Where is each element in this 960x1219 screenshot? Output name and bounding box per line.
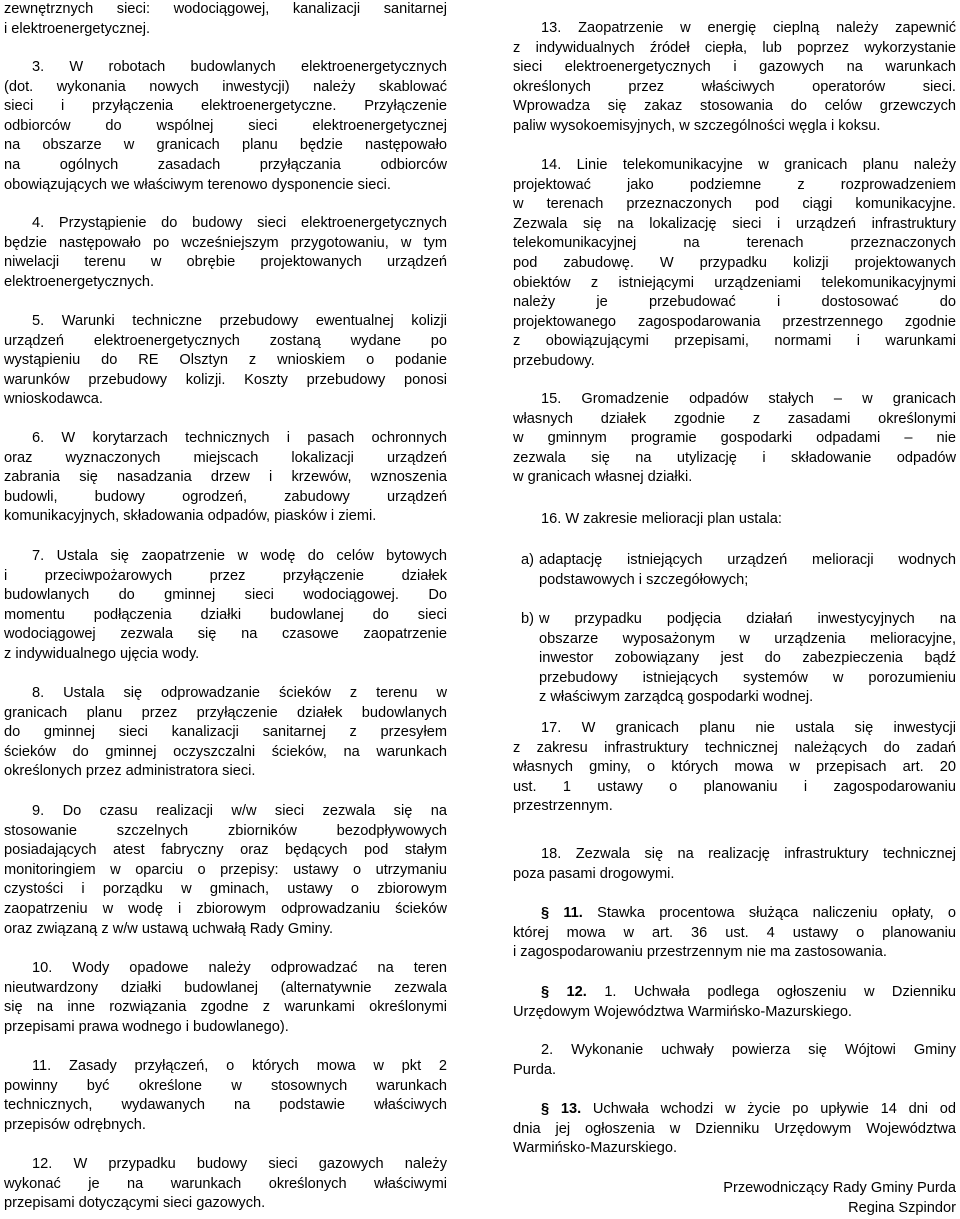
text-fragment: Uchwała wchodzi w życie po upływie 14 dni od [592, 1101, 956, 1117]
text-line: i zagospodarowaniu przestrzennym nie ma zastosowania. [513, 944, 887, 961]
text-line: monitoringiem w oparciu o przepisy: ustawy o utrzymaniu [4, 861, 447, 878]
text-line: pod zabudowę. W przypadku kolizji projektowanych [513, 254, 956, 271]
text-line: własnych gminy, o których mowa w przepisach art. 20 [513, 759, 956, 776]
text-line [513, 904, 956, 924]
text-line: 4. Przystąpienie do budowy sieci elektroenergetycznych [32, 215, 447, 231]
text-line: w przypadku podjęcia działań inwestycyjnych na [539, 611, 956, 627]
text-line: ust. 1 ustawy o planowaniu i zagospodarowaniu [513, 778, 956, 795]
section-12-point-2 [513, 1041, 956, 1080]
signature-block [513, 1179, 956, 1218]
paragraph-14 [513, 156, 956, 372]
text-line: odbiorców do wspólnej sieci elektroenergetycznej [4, 117, 447, 134]
text-line: obiektów z istniejącymi urządzeniami telekomunikacyjnymi [513, 274, 956, 291]
text-line [513, 983, 956, 1003]
paragraph-4 [4, 214, 447, 292]
text-line: z właściwym zarządcą gospodarki wodnej. [539, 689, 814, 706]
paragraph-5 [4, 312, 447, 410]
text-line: Urzędowym Województwa Warmińsko-Mazurskiego. [513, 1003, 852, 1020]
text-line: z indywidualnego ujęcia wody. [4, 645, 200, 662]
signature-title: Przewodniczący Rady Gminy Purda [723, 1180, 956, 1196]
text-line: wykonać je na warunkach określonych właściwymi [4, 1175, 447, 1192]
text-line: przestrzennym. [513, 798, 613, 815]
text-line: wodociągowej zezwala się na czasowe zaopatrzenie [4, 626, 447, 643]
text-line: wystąpieniu do RE Olsztyn z wnioskiem o podanie [4, 352, 447, 369]
section-13 [513, 1100, 956, 1159]
text-line: czystości i porządku w gminach, ustawy o zbiorowym [4, 881, 447, 898]
text-line: 3. W robotach budowlanych elektroenergetycznych [32, 59, 447, 75]
text-line: zewnętrznych sieci: wodociągowej, kanalizacji sanitarnej [4, 1, 447, 17]
text-line: na obszarze w granicach planu będzie następowało [4, 137, 447, 154]
paragraph-16 [513, 510, 956, 530]
text-line: określonych przez właściwych operatorów sieci. [513, 78, 956, 95]
text-line: 16. W zakresie melioracji plan ustala: [541, 511, 782, 527]
text-fragment: 1. Uchwała podlega ogłoszeniu w Dzienniku [604, 984, 957, 1000]
text-line [513, 1100, 956, 1120]
text-line: przepisów odrębnych. [4, 1116, 146, 1133]
list-marker: b) [521, 611, 534, 627]
paragraph-17 [513, 719, 956, 817]
section-11 [513, 904, 956, 963]
text-line: z zakresu infrastruktury technicznej należących do zadań [513, 739, 956, 756]
text-line: poza pasami drogowymi. [513, 865, 675, 882]
text-line: do gminnej sieci kanalizacji sanitarnej z przesyłem [4, 724, 447, 741]
text-line: 6. W korytarzach technicznych i pasach ochronnych [32, 430, 447, 446]
text-line: się na inne rozwiązania zgodne z warunkami określonymi [4, 999, 447, 1016]
text-line: posiadających atest fabryczny oraz będących pod stałym [4, 842, 447, 859]
section-number: § 11. [541, 905, 583, 921]
text-line: 17. W granicach planu nie ustala się inwestycji [541, 720, 956, 736]
text-line: adaptację istniejących urządzeń melioracji wodnych [539, 552, 956, 568]
text-line: własnych działek zgodnie z zasadami określonymi [513, 410, 956, 427]
paragraph-8 [4, 684, 447, 782]
paragraph-3 [4, 58, 447, 195]
text-line: 14. Linie telekomunikacyjne w granicach planu należy [541, 157, 956, 173]
text-line: sieci i przyłączenia elektroenergetyczne. Przyłączenie [4, 98, 447, 115]
text-line: 15. Gromadzenie odpadów stałych – w granicach [541, 391, 956, 407]
text-line: inwestor zobowiązany jest do zabezpieczenia bądź [539, 650, 956, 667]
text-line: wnioskodawca. [4, 391, 103, 408]
text-line: Zezwala się na lokalizację sieci i urządzeń infrastruktury [513, 215, 956, 232]
paragraph-18 [513, 845, 956, 884]
text-line: 11. Zasady przyłączeń, o których mowa w pkt 2 [32, 1058, 447, 1074]
text-line: ścieków do gminnej oczyszczalni ścieków, na warunkach [4, 743, 447, 760]
text-line: w terenach przeznaczonych pod ciągi komunikacyjne. [513, 196, 956, 213]
text-line: oraz związaną z w/w ustawą uchwałą Rady Gminy. [4, 920, 334, 937]
text-line: projektowanego zagospodarowania przestrzennego zgodnie [513, 313, 956, 330]
text-line: podstawowych i szczegółowych; [539, 571, 749, 588]
text-line: 13. Zaopatrzenie w energię cieplną należy zapewnić [541, 20, 956, 36]
paragraph-6 [4, 429, 447, 527]
paragraph-9 [4, 802, 447, 939]
section-number: § 13. [541, 1101, 582, 1117]
text-line: (dot. wykonania nowych inwestycji) należy skablować [4, 78, 447, 95]
text-line: niwelacji terenu w obrębie projektowanych urządzeń [4, 254, 447, 271]
text-line: obowiązujących we właściwym terenowo dysponencie sieci. [4, 176, 391, 193]
text-line: powinny być określone w stosownych warunkach [4, 1077, 447, 1094]
text-line: przepisami prawa wodnego i budowlanego). [4, 1018, 289, 1035]
text-line: i elektroenergetycznej. [4, 20, 151, 37]
text-line: 2. Wykonanie uchwały powierza się Wójtowi Gminy [541, 1042, 956, 1058]
text-line: 5. Warunki techniczne przebudowy ewentualnej kolizji [32, 313, 447, 329]
text-line: budowli, budowy ogrodzeń, zabudowy urządzeń [4, 488, 447, 505]
text-line: 18. Zezwala się na realizację infrastruktury technicznej [541, 846, 956, 862]
text-line: 10. Wody opadowe należy odprowadzać na teren [32, 960, 447, 976]
text-line: zezwala się na utylizację i składowanie odpadów [513, 449, 956, 466]
text-line: stosowanie szczelnych zbiorników bezodpływowych [4, 822, 447, 839]
signature-name: Regina Szpindor [848, 1199, 956, 1216]
text-line: zabrania się nasadzania drzew i krzewów, wznoszenia [4, 469, 447, 486]
text-line: należy je przebudować i dostosować do [513, 294, 956, 311]
text-line: 8. Ustala się odprowadzanie ścieków z terenu w [32, 685, 447, 701]
paragraph-10 [4, 959, 447, 1037]
text-line: warunków przebudowy kolizji. Koszty przebudowy ponosi [4, 371, 447, 388]
text-line: urządzeń elektroenergetycznych zostaną wydane po [4, 332, 447, 349]
text-line: zaopatrzeniu w wodę i zbiorowym odprowadzaniu ścieków [4, 900, 447, 917]
text-line: paliw wysokoemisyjnych, w szczególności węgla i koksu. [513, 117, 881, 134]
paragraph-2-continuation [4, 0, 447, 39]
text-line: oraz wyznaczonych miejscach lokalizacji urządzeń [4, 449, 447, 466]
text-line: sieci elektroenergetycznych i gazowych na warunkach [513, 59, 956, 76]
text-line: telekomunikacyjnej na terenach przeznaczonych [513, 235, 956, 252]
paragraph-7 [4, 547, 447, 665]
text-line: z indywidualnych źródeł ciepła, lub poprzez wykorzystanie [513, 39, 956, 56]
text-line: momentu podłączenia działki budowlanej do sieci [4, 606, 447, 623]
text-line: komunikacyjnych, składowania odpadów, piasków i ziemi. [4, 508, 377, 525]
text-line: 7. Ustala się zaopatrzenie w wodę do celów bytowych [32, 548, 447, 564]
paragraph-13 [513, 19, 956, 137]
paragraph-11 [4, 1057, 447, 1135]
text-line: budowlanych do gminnej sieci wodociągowej. Do [4, 587, 447, 604]
text-line: 9. Do czasu realizacji w/w sieci zezwala się na [32, 803, 447, 819]
text-line: technicznych, wydawanych na podstawie właściwych [4, 1097, 447, 1114]
list-marker: a) [521, 552, 534, 568]
text-line: elektroenergetycznych. [4, 273, 155, 290]
text-line: z obowiązującymi przepisami, normami i warunkami [513, 333, 956, 350]
text-line: przepisami dotyczącymi sieci gazowych. [4, 1195, 266, 1212]
text-line: przebudowy. [513, 352, 595, 369]
text-line: w gminnym programie gospodarki odpadami – nie [513, 430, 956, 447]
text-line: w granicach własnej działki. [513, 469, 693, 486]
text-fragment: Stawka procentowa służąca naliczeniu opłaty, o [597, 905, 957, 921]
text-line: i przeciwpożarowych przez przyłączenie działek [4, 567, 447, 584]
text-line: Wprowadza się zakaz stosowania do celów grzewczych [513, 98, 956, 115]
section-number: § 12. [541, 984, 587, 1000]
text-line: obszarze wyposażonym w urządzenia melioracyjne, [539, 630, 956, 647]
text-line: której mowa w art. 36 ust. 4 ustawy o planowaniu [513, 924, 956, 941]
text-line: przebudowy istniejących systemów w porozumieniu [539, 669, 956, 686]
text-line: projektować jako podziemne z rozprowadzeniem [513, 176, 956, 193]
text-line: na ogólnych zasadach przyłączania odbiorców [4, 156, 447, 173]
paragraph-15 [513, 390, 956, 488]
text-line: określonych przez administratora sieci. [4, 763, 256, 780]
text-line: będzie następowało po wcześniejszym przygotowaniu, w tym [4, 234, 447, 251]
text-line: granicach planu przez przyłączenie działek budowlanych [4, 704, 447, 721]
section-12 [513, 983, 956, 1022]
text-line: dnia jej ogłoszenia w Dzienniku Urzędowym Województwa [513, 1120, 956, 1137]
text-line: 12. W przypadku budowy sieci gazowych należy [32, 1156, 447, 1172]
text-line: Warmińsko-Mazurskiego. [513, 1140, 678, 1157]
paragraph-12 [4, 1155, 447, 1214]
text-line: Purda. [513, 1061, 556, 1078]
text-line: nieutwardzony działki budowlanej (alternatywnie zezwala [4, 979, 447, 996]
